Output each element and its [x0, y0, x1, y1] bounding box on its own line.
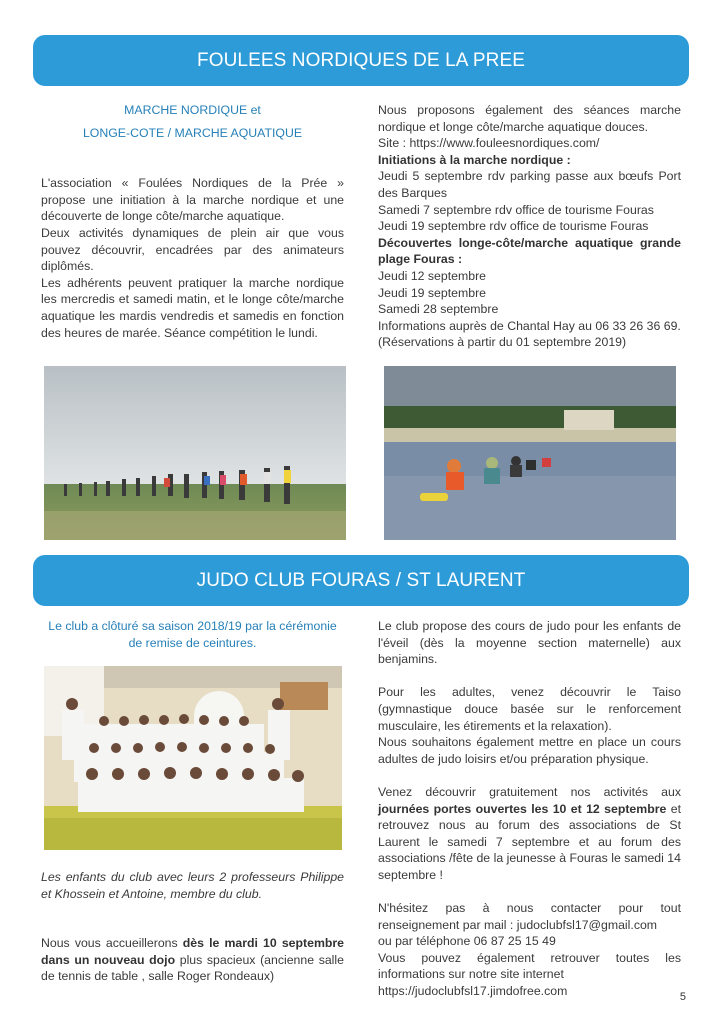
photo-nordic-walking: [44, 366, 346, 540]
judo-left-lower: [41, 869, 344, 985]
section-title: FOULEES NORDIQUES DE LA PREE: [197, 50, 525, 71]
judo-right-column: [378, 618, 681, 1000]
section-banner-foulees: [33, 35, 689, 86]
subheading: Le club a clôturé sa saison 2018/19 par la cérémonie de remise de ceintures.: [48, 619, 337, 650]
website-text: Site : https://www.fouleesnordiques.com/: [378, 136, 600, 151]
paragraph: L'association « Foulées Nordiques de la Prée » propose une initiation à la marche nordique et une découverte de longe côte/marche aquatique.: [41, 176, 344, 224]
paragraph: Le club propose des cours de judo pour les enfants de l'éveil (dès la moyenne section maternelle) aux benjamins.: [378, 619, 681, 667]
paragraph: Nous souhaitons également mettre en place un cours adultes de judo loisirs et/ou préparation physique.: [378, 735, 681, 766]
schedule-item: Jeudi 19 septembre rdv office de tourisme Fouras: [378, 219, 649, 234]
schedule-item: Jeudi 12 septembre: [378, 268, 487, 283]
paragraph: Les adhérents peuvent pratiquer la marche nordique les mercredis et samedi matin, et le longe côte/marche aquatique les mardis vendredis et samedis en fonction des heures de marée. Séance compétition le lundi.: [41, 275, 344, 340]
decouvertes-title: Découvertes longe-côte/marche aquatique grande plage Fouras :: [378, 235, 681, 267]
section-banner-judo: [33, 555, 689, 606]
paragraph: Nous vous accueillerons dès le mardi 10 septembre dans un nouveau dojo plus spacieux (ancienne salle de tennis de table , salle Roger Rondeaux): [41, 936, 345, 984]
contact-phone: ou par téléphone 06 87 25 15 49: [378, 934, 556, 949]
schedule-item: Jeudi 19 septembre: [378, 285, 487, 300]
photo-longe-cote: [384, 366, 676, 540]
reservation-info: (Réservations à partir du 01 septembre 2019): [378, 335, 627, 350]
subheading: LONGE-COTE / MARCHE AQUATIQUE: [82, 125, 303, 140]
paragraph: Deux activités dynamiques de plein air que vous pouvez découvrir, encadrées par des animateurs diplômés.: [41, 225, 344, 274]
schedule-item: Jeudi 5 septembre rdv parking passe aux bœufs Port des Barques: [378, 169, 681, 200]
paragraph: Pour les adultes, venez découvrir le Taiso (gymnastique douce basée sur le renforcement musculaire, les étirements et la relaxation).: [378, 685, 681, 733]
subheading: MARCHE NORDIQUE et: [124, 103, 261, 117]
schedule-item: Samedi 28 septembre: [378, 302, 499, 317]
foulees-left-column: [41, 102, 344, 341]
judo-left-column: [41, 618, 344, 651]
paragraph: Venez découvrir gratuitement nos activités aux journées portes ouvertes les 10 et 12 septembre et retrouvez nous au forum des associations de St Laurent le samedi 7 septembre et au forum des associations /fête de la jeunesse à Fouras le samedi 14 septembre !: [378, 784, 681, 882]
foulees-right-column: [378, 102, 681, 351]
photo-caption: Les enfants du club avec leurs 2 professeurs Philippe et Khossein et Antoine, membre du club.: [41, 870, 344, 901]
initiations-title: Initiations à la marche nordique :: [378, 152, 571, 167]
section-title: JUDO CLUB FOURAS / ST LAURENT: [196, 570, 526, 591]
contact-mail: N'hésitez pas à nous contacter pour tout renseignement par mail : judoclubfsl17@gmail.com: [378, 901, 681, 932]
paragraph: Nous proposons également des séances marche nordique et longe côte/marche aquatique douces.: [378, 103, 681, 134]
schedule-item: Samedi 7 septembre rdv office de tourisme Fouras: [378, 202, 654, 217]
page-number: 5: [679, 991, 686, 1003]
photo-judo-club: [44, 666, 342, 850]
website-link: https://judoclubfsl17.jimdofree.com: [378, 984, 568, 999]
paragraph: Vous pouvez également retrouver toutes les informations sur notre site internet: [378, 950, 681, 982]
contact-info: Informations auprès de Chantal Hay au 06 33 26 36 69.: [378, 318, 681, 333]
